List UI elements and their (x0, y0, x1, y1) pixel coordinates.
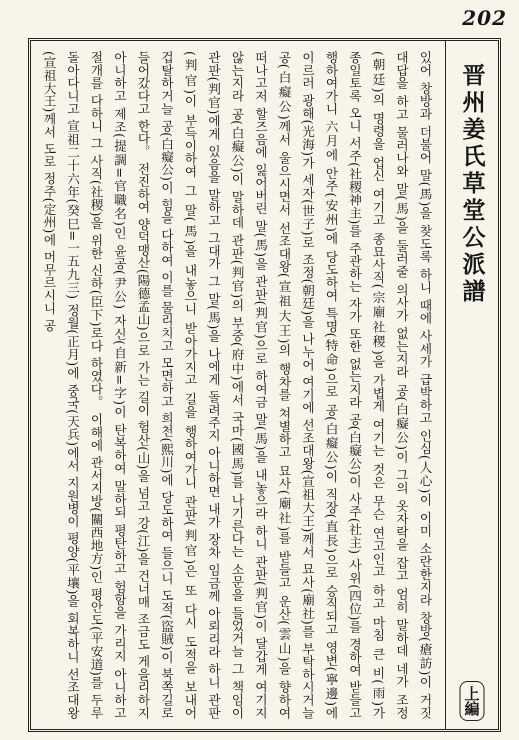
page-number: 202 (462, 6, 507, 30)
volume-mark: 上編 (460, 681, 485, 721)
page-frame (28, 38, 501, 732)
title-band (445, 41, 498, 729)
text-area (37, 51, 440, 719)
body-text: 있어 창방과 더불어 말(馬)을 찾도록 하니 때에 사세가 급박하고 인심(人心)이 이미 소란한지라 창방(瘡訪)이 거짓 대답을 하고 물러나와 말(馬)을 둘러줄 의사가 없는지라 공(白癡公)이 그의 옷자락을 잡고 엄히 말하데 네가 조정(朝廷)의 명령을 업신 여기고 종묘사직(宗廟社稷)을 가볍게 여기는 것은 무슨 연고인고 하고 마침 큰 비(雨)가 종일토록 오니 서주(社稷神主)를 주관하는 자가 또한 없는지라 공(白癡公)이 사주(社主) 사위(四位)를 경하여 받들고 행하여가니 六月에 안주(安州)에 당도하여 특명(特命)으로 공(白癡公)이 직장(直長)으로 승직되고 영변(寧邊)에 이르러 광해(光海)가 세자(世子)로 조정(朝廷)을 나누어 여기에 선조대왕(宣祖大王)께서 묘사(廟社)를 부탁하시거늘 공(白癡公)께서 울으시면서 선조대왕(宣祖大王)의 행차를 쳐별하고 묘사(廟社)를 받들고 운산(雲山)을 향하여 떠나고저 할즈음에 잃어버린 말(馬)을 관판(判官)으로 하여금 말(馬)을 내놓으라 하니 관판(判官)이 달갑게 여기지 않는지라 공(白癡公)이 말하데 관판(判官)의 부중(府中)에서 국마(國馬)를 나기른다는 소문을 들었거늘 그 책임이 관판(判官)에게 있음을 말하고 그대가 그 말(馬)을 나에게 돌려주지 아니하면 내가 장차 임금께 아뢰리라 하니 관판(判官)이 부득이하여 그 말(馬)을 내놓으니 받아가지고 길을 행하여가니 관판(判官)은 또 다시 도적을 보내어 겁탈하거늘 공(白癡公)이 힘을 다하여 이를 물리치고 모면하고 희천(熙川)에 당도하여 들으니 도적(盜賊)이 북쪽길로 들어갔다고 한다。 전진하여 양덕맹산(陽德孟山)으로 가는 길이 험산(山)을 넘고 강(江)을 건너매 조금도 게을리하지 아니하고 제조(提調=官職名)인 윤공(尹公) 자신(自新=字)이 탄복하여 말하되 평탄하고 험함을 가리지 아니하고 절개를 다하니 그 사직(社稷)을 위한 신하(臣下)로다 하였다。 이해에 관서지방(關西地方)인 평안도(平安道)를 두루 돌아다니고 宣祖二十六年(癸巳=一五九三) 정월(正月)에 중국(天兵)에서 지원병이 평양(平壤)을 회복하니 선조대왕(宣祖大王)께서 도로 정주(定州)에 머무르시니 공 (41, 51, 433, 719)
book-title: 晋州姜氏草堂公派譜 (458, 63, 486, 306)
